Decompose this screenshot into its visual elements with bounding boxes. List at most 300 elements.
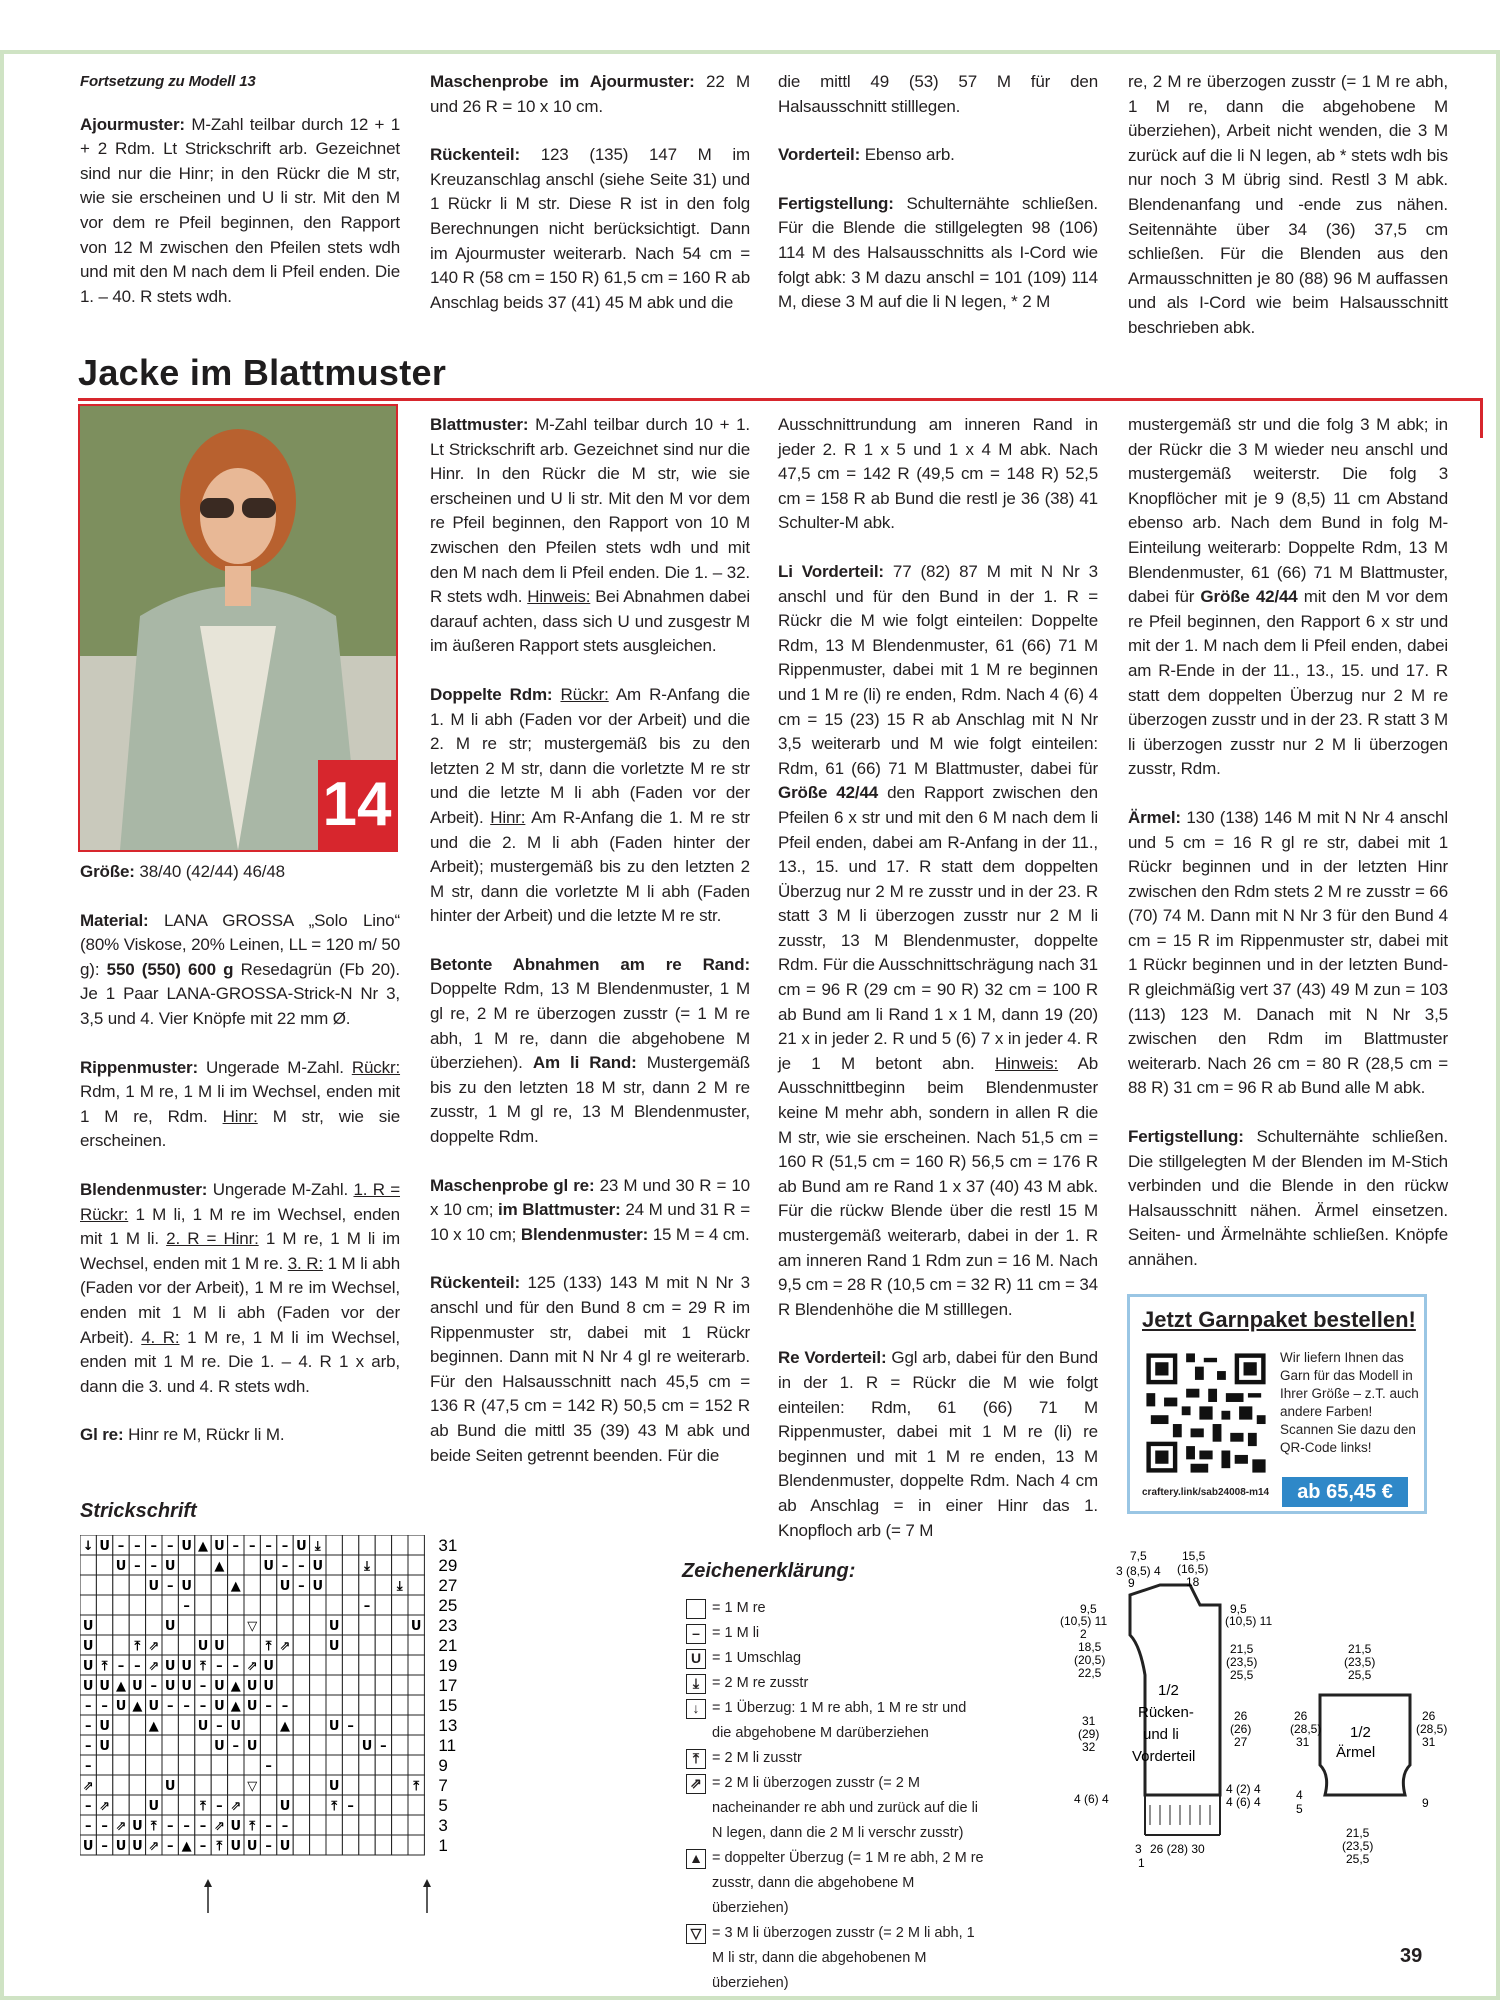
chart-cell xyxy=(392,1535,408,1555)
chart-cell xyxy=(375,1575,391,1595)
dim-top-c: (16,5) xyxy=(1177,1562,1209,1576)
chart-symbol: – xyxy=(166,1539,174,1554)
chart-cell xyxy=(342,1635,358,1655)
chart-symbol: – xyxy=(84,1719,92,1734)
chart-cell xyxy=(211,1575,227,1595)
chart-cell xyxy=(146,1615,162,1635)
chart-symbol: – xyxy=(134,1659,141,1674)
chart-symbol: U xyxy=(246,1679,258,1694)
chart-cell xyxy=(244,1575,260,1595)
chart-symbol: U xyxy=(230,1819,242,1834)
chart-symbol: – xyxy=(232,1659,240,1674)
chart-symbol: – xyxy=(101,1819,108,1834)
page-number: 39 xyxy=(1400,1945,1423,1967)
chart-symbol: – xyxy=(166,1699,174,1714)
chart-cell xyxy=(113,1635,129,1655)
knitting-chart xyxy=(80,1535,600,1915)
chart-symbol: – xyxy=(232,1739,240,1754)
livorder-text-1: 77 (82) 87 M mit N Nr 3 anschl und für den Bund in der 1. R = Rückr die M wie folgt einteilen: Doppelte Rdm, 13 M Blendenmuster, 61 (66) 71 M Rippenmuster, dabei mit 1 M re beginnen und 1 M re (li) re enden, Rdm. Nach 4 (6) 4 cm = 15 (23) 15 R ab Anschlag mit N Nr 3,5 weiterarb und M wie folgt einteilen: Rdm, 61 (66) 71 M Blattmuster, dabei für xyxy=(778,561,1098,778)
chart-cell xyxy=(392,1595,408,1615)
blenden-text-3: 1 M re, 1 M li im Wechsel, enden mit 1 M re. xyxy=(80,1229,400,1273)
livorder-size: Größe 42/44 xyxy=(778,783,879,803)
dim-top-a: 7,5 xyxy=(1130,1549,1147,1563)
ruecken2-text: 125 (133) 143 M mit N Nr 3 anschl und für den Bund 8 cm = 29 R im Rippenmuster str, dabei mit 1 Rückr beginnen. Dann mit N Nr 4 gl re weiterarb. Für den Halsausschnitt nach 45,5 cm = 136 R (47,5 cm = 142 R) 50,5 cm = 152 R ab Bund die mittl 35 (39) 43 M abk und beide Seiten getrennt beenden. Für die xyxy=(430,1273,750,1465)
chart-cell xyxy=(375,1675,391,1695)
chart-cell xyxy=(228,1595,244,1615)
chart-cell xyxy=(408,1675,424,1695)
chart-cell xyxy=(326,1675,342,1695)
blatt-text-2: Bei Abnahmen dabei darauf achten, dass sich U und zusgestr M im äußeren Rapport stets ausgleichen. xyxy=(430,587,751,656)
chart-cell xyxy=(326,1835,342,1855)
chart-cell xyxy=(244,1755,260,1775)
chart-cell xyxy=(96,1615,112,1635)
chart-cell xyxy=(113,1775,129,1795)
chart-symbol: ⤒ xyxy=(134,1639,141,1654)
blenden-text-2: 1 M li, 1 M re im Wechsel, enden mit 1 M li. xyxy=(80,1204,400,1249)
dim-r8: 27 xyxy=(1234,1735,1248,1749)
dim-s3: 25,5 xyxy=(1348,1668,1372,1682)
chart-symbol: ⤒ xyxy=(101,1659,108,1674)
chart-symbol: – xyxy=(347,1799,354,1814)
chart-right-arrow-head xyxy=(204,1879,212,1887)
chart-cell xyxy=(326,1755,342,1775)
probe-text: 22 M und 26 R = 10 x 10 cm. xyxy=(430,72,750,116)
chart-cell xyxy=(146,1755,162,1775)
chart-cell xyxy=(408,1595,424,1615)
chart-cell xyxy=(310,1595,326,1615)
aermel-text: 130 (138) 146 M mit N Nr 4 anschl und 5 cm = 16 R gl re str, dabei mit 1 Rückr beginnen und in der letzten Hinr zwischen den Rdm stets 2 M re zusstr = 66 (70) 74 M. Dann mit N Nr 3 für den Bund 4 cm = 15 R im Rippenmuster str, dabei mit 1 Rückr beginnen und in der letzten Bund-R gleichmäßig vert 37 (43) 49 M zun = 103 (113) 123 M. Danach mit N Nr 3,5 zwischen den Rdm im Blattmuster weiterarb. Nach 26 cm = 80 R (28,5 cm = 88 R) 31 cm = 96 R ab Bund alle M abk. xyxy=(1128,807,1448,1098)
groesse-text: 38/40 (42/44) 46/48 xyxy=(139,862,285,881)
chart-cell xyxy=(277,1595,293,1615)
model-number-badge: 14 xyxy=(318,760,396,850)
chart-symbol: – xyxy=(166,1819,174,1834)
chart-cell xyxy=(129,1575,145,1595)
chart-cell xyxy=(342,1755,358,1775)
top-column-1 xyxy=(80,70,400,333)
sleeve-label-2: Ärmel xyxy=(1336,1744,1376,1761)
chart-symbol: U xyxy=(263,1559,274,1574)
chart-symbol: U xyxy=(279,1579,291,1594)
icord-text: re, 2 M re überzogen zusstr (= 1 M re abh, 1 M re, dann die abgehobene M überziehen), Arbeit nicht wenden, die 3 M zurück auf die li N legen, ab * stets wdh bis nur noch 3 M übrig sind. Restl 3 M abk. Blendenanfang und -ende zus nähen. Seitennähte über 34 (36) 37,5 cm schließen. Für die Blenden aus den Armausschnitten je 80 (88) 96 M auffassen und als I-Cord wie beim Halsausschnitt beschrieben abk. xyxy=(1128,72,1448,337)
legend-symbol-icon: ⇗ xyxy=(686,1774,706,1794)
lower-column-2 xyxy=(430,413,750,1492)
garnpaket-price[interactable]: ab 65,45 € xyxy=(1282,1477,1408,1507)
chart-cell xyxy=(342,1675,358,1695)
halsausschnitt-text: die mittl 49 (53) 57 M für den Halsausschnitt stilllegen. xyxy=(778,72,1098,116)
dim-b2: 1 xyxy=(1138,1856,1145,1870)
chart-cell xyxy=(178,1755,194,1775)
blatt-label: Blattmuster: xyxy=(430,415,529,434)
chart-cell xyxy=(228,1775,244,1795)
chart-cell xyxy=(293,1715,309,1735)
revorder-label: Re Vorderteil: xyxy=(778,1348,887,1368)
chart-cell xyxy=(359,1795,375,1815)
chart-symbol: ⇗ xyxy=(82,1779,94,1794)
chart-symbol: – xyxy=(281,1819,289,1834)
chart-cell xyxy=(129,1735,145,1755)
chart-left-arrow-head xyxy=(423,1879,431,1887)
chart-cell xyxy=(195,1595,211,1615)
chart-symbol: U xyxy=(279,1839,291,1854)
chart-symbol: U xyxy=(246,1739,258,1754)
dim-s7: 26 xyxy=(1422,1709,1436,1723)
chart-cell xyxy=(244,1715,260,1735)
chart-cell xyxy=(113,1595,129,1615)
chart-symbol: ⇗ xyxy=(99,1799,111,1814)
betonte-label: Betonte Abnahmen am re Rand: xyxy=(430,954,750,974)
chart-symbol: ⇗ xyxy=(148,1639,160,1654)
chart-symbol: U xyxy=(82,1619,94,1634)
dim-l2: (10,5) 11 xyxy=(1060,1614,1108,1628)
dim-l8: (29) xyxy=(1078,1727,1100,1741)
dim-s11: 5 xyxy=(1296,1802,1303,1816)
chart-symbol: U xyxy=(361,1739,373,1754)
chart-cell xyxy=(129,1715,145,1735)
chart-cell xyxy=(408,1635,424,1655)
chart-symbol: ▲ xyxy=(280,1719,290,1734)
ajour-label: Ajourmuster: xyxy=(80,114,185,134)
chart-cell xyxy=(178,1615,194,1635)
chart-cell xyxy=(195,1755,211,1775)
chart-symbol: ⤓ xyxy=(396,1579,403,1594)
chart-cell xyxy=(359,1535,375,1555)
dim-s10: 4 xyxy=(1296,1788,1303,1802)
chart-cell xyxy=(293,1815,309,1835)
chart-symbol: U xyxy=(115,1559,127,1574)
chart-symbol: – xyxy=(117,1659,125,1674)
chart-cell xyxy=(375,1755,391,1775)
chart-cell xyxy=(277,1655,293,1675)
chart-symbol: ⤒ xyxy=(150,1819,157,1834)
chart-cell xyxy=(293,1655,309,1675)
chart-symbol: ▽ xyxy=(247,1619,258,1634)
chart-cell xyxy=(162,1755,178,1775)
ruecken-label: Rückenteil: xyxy=(430,145,520,165)
chart-symbol: U xyxy=(246,1699,258,1714)
dim-bottom: 26 (28) 30 xyxy=(1150,1842,1205,1856)
chart-cell xyxy=(162,1635,178,1655)
chart-cell xyxy=(96,1775,112,1795)
chart-cell xyxy=(310,1755,326,1775)
chart-cell xyxy=(375,1535,391,1555)
dim-top-e: 3 (8,5) 4 xyxy=(1116,1564,1161,1578)
dim-s5: (28,5) xyxy=(1290,1722,1322,1736)
betonte-label-2: Am li Rand: xyxy=(532,1053,637,1073)
chart-symbol: – xyxy=(84,1819,92,1834)
legend-item xyxy=(686,1671,986,1696)
chart-cell xyxy=(113,1715,129,1735)
chart-cell xyxy=(162,1595,178,1615)
chart-symbol: ▽ xyxy=(247,1779,258,1794)
livorder-hinweis: Hinweis: xyxy=(995,1053,1059,1073)
chart-cell xyxy=(359,1615,375,1635)
chart-symbol: – xyxy=(183,1699,190,1714)
sleeve-label-1: 1/2 xyxy=(1350,1724,1371,1741)
chart-symbol: U xyxy=(328,1619,340,1634)
chart-symbol: U xyxy=(328,1719,340,1734)
chart-symbol: U xyxy=(296,1539,307,1554)
chart-symbol: U xyxy=(246,1839,258,1854)
chart-cell xyxy=(342,1555,358,1575)
page-border-top xyxy=(0,50,1500,54)
dim-s13: 21,5 xyxy=(1346,1826,1370,1840)
chart-cell xyxy=(277,1755,293,1775)
chart-cell xyxy=(392,1695,408,1715)
chart-symbol: – xyxy=(281,1699,289,1714)
chart-cell xyxy=(277,1615,293,1635)
chart-symbol: ⤒ xyxy=(216,1839,223,1854)
chart-cell xyxy=(408,1835,424,1855)
ruecken2-label: Rückenteil: xyxy=(430,1273,520,1293)
chart-cell xyxy=(359,1755,375,1775)
legend-item xyxy=(686,1596,986,1621)
chart-symbol: U xyxy=(197,1719,209,1734)
chart-symbol: – xyxy=(380,1739,387,1754)
chart-cell xyxy=(392,1755,408,1775)
legend-item xyxy=(686,1646,986,1671)
chart-symbol: – xyxy=(363,1599,371,1614)
chart-symbol: – xyxy=(101,1699,108,1714)
chart-symbol: – xyxy=(84,1799,92,1814)
dim-r5: 25,5 xyxy=(1230,1668,1254,1682)
dim-s8: (28,5) xyxy=(1416,1722,1448,1736)
dim-s9: 31 xyxy=(1422,1735,1436,1749)
chart-cell xyxy=(277,1675,293,1695)
chart-grid xyxy=(80,1535,424,1855)
chart-cell xyxy=(310,1775,326,1795)
chart-symbol: – xyxy=(150,1679,158,1694)
fert-text: Schulternähte schließen. Für die Blende die stillgelegten 98 (106) 114 M des Halsausschnitts als I-Cord wie folgt abk: 3 M dazu anschl = 101 (109) 114 M, diese 3 M auf die li N legen, * 2 M xyxy=(778,193,1098,312)
chart-cell xyxy=(375,1795,391,1815)
blenden-label: Blendenmuster: xyxy=(80,1179,208,1199)
chart-symbol: ▲ xyxy=(230,1699,241,1714)
glre-label: Gl re: xyxy=(80,1425,124,1445)
chart-symbol: U xyxy=(164,1659,176,1674)
chart-cell xyxy=(375,1835,391,1855)
chart-cell xyxy=(392,1815,408,1835)
legend-symbol-icon: U xyxy=(686,1649,706,1669)
chart-symbol: U xyxy=(82,1639,94,1654)
legend-text: = 1 Umschlag xyxy=(712,1650,802,1666)
chart-cell xyxy=(359,1715,375,1735)
chart-cell xyxy=(260,1615,276,1635)
lower-column-4 xyxy=(1128,413,1448,1297)
chart-symbol: ▲ xyxy=(230,1579,241,1594)
chart-cell xyxy=(342,1775,358,1795)
model-photo xyxy=(78,404,398,852)
chart-symbol: U xyxy=(115,1839,127,1854)
dim-l9: 32 xyxy=(1082,1740,1096,1754)
page-title: Jacke im Blattmuster xyxy=(78,352,447,393)
chart-symbol: U xyxy=(214,1739,225,1754)
chart-symbol: ↓ xyxy=(82,1539,94,1554)
dim-r9: 4 (2) 4 xyxy=(1226,1782,1261,1796)
chart-symbol: – xyxy=(347,1719,354,1734)
chart-cell xyxy=(408,1715,424,1735)
vorder-text: Ebenso arb. xyxy=(864,145,955,165)
chart-cell xyxy=(408,1535,424,1555)
garnpaket-url[interactable]: craftery.link/sab24008-m14 xyxy=(1142,1487,1270,1498)
title-rule xyxy=(78,398,1483,401)
knopf-size: Größe 42/44 xyxy=(1200,587,1298,607)
chart-row-numbers xyxy=(438,1536,457,1855)
chart-symbol: U xyxy=(164,1619,176,1634)
chart-cell xyxy=(293,1835,309,1855)
chart-cell xyxy=(129,1615,145,1635)
chart-symbol: – xyxy=(84,1739,92,1754)
chart-symbol: ⤒ xyxy=(331,1799,338,1814)
legend-text: = 2 M li überzogen zusstr (= 2 M nacheinander re abh und zurück auf die li N legen, dann die 2 M li verschr zusstr) xyxy=(712,1775,979,1841)
chart-cell xyxy=(342,1835,358,1855)
chart-cell xyxy=(195,1735,211,1755)
chart-cell xyxy=(113,1735,129,1755)
legend-text: = 1 Überzug: 1 M re abh, 1 M re str und die abgehobene M darüberziehen xyxy=(712,1700,967,1741)
dim-s6: 31 xyxy=(1296,1735,1310,1749)
knopf-text-2: mit den M vor dem re Pfeil beginnen, den Rapport 6 x str und mit der 1. M nach dem li Pfeil enden, dabei am R-Ende in der 11., 13., 15. und 17. R statt dem doppelten Überzug nur 2 M re überzogen zusstr und in der 23. R statt 3 M li überzogen zusstr nur 2 M li überzogen zusstr, Rdm. xyxy=(1128,587,1448,779)
chart-cell xyxy=(310,1735,326,1755)
legend-symbol-icon: ⤓ xyxy=(686,1674,706,1694)
chart-symbol: – xyxy=(232,1539,240,1554)
chart-symbol: U xyxy=(82,1679,94,1694)
legend-item xyxy=(686,1846,986,1921)
blenden-text-5: 1 M re, 1 M li im Wechsel, enden mit 1 M re. Die 1. – 4. R 1 x arb, dann die 3. und 4. R stets wdh. xyxy=(80,1327,401,1396)
chart-cell xyxy=(293,1735,309,1755)
body-label-2: Rücken- xyxy=(1138,1704,1194,1721)
chart-symbol: ⇗ xyxy=(148,1839,160,1854)
probe2-text-2: 24 M und 31 R = 10 x 10 cm; xyxy=(430,1200,750,1244)
chart-symbol: U xyxy=(181,1659,192,1674)
chart-row-number: 25 xyxy=(438,1596,458,1615)
chart-cell xyxy=(211,1615,227,1635)
chart-cell xyxy=(375,1815,391,1835)
vorder-label: Vorderteil: xyxy=(778,145,861,165)
chart-cell xyxy=(326,1595,342,1615)
fert-label: Fertigstellung: xyxy=(778,193,894,213)
chart-cell xyxy=(113,1615,129,1635)
chart-symbol: U xyxy=(181,1539,192,1554)
dim-l1: 9,5 xyxy=(1080,1602,1097,1616)
chart-cell xyxy=(244,1555,260,1575)
chart-symbol: – xyxy=(265,1839,272,1854)
chart-cell xyxy=(375,1615,391,1635)
chart-symbol: ⇗ xyxy=(148,1659,160,1674)
garnpaket-box[interactable] xyxy=(1127,1294,1427,1514)
chart-cell xyxy=(178,1635,194,1655)
garnpaket-title[interactable]: Jetzt Garnpaket bestellen! xyxy=(1142,1307,1416,1332)
chart-symbol: U xyxy=(328,1639,340,1654)
chart-cell xyxy=(146,1775,162,1795)
chart-symbol: – xyxy=(281,1559,289,1574)
chart-cell xyxy=(195,1615,211,1635)
chart-cell xyxy=(392,1775,408,1795)
chart-symbol: U xyxy=(132,1839,143,1854)
chart-cell xyxy=(359,1675,375,1695)
chart-symbol: U xyxy=(181,1579,192,1594)
knopf-text-1: mustergemäß str und die folg 3 M abk; in der Rückr die 3 M wieder neu anschl und mustergemäß weiterstr. Die folg 3 Knopflöcher mit je 9 (8,5) 11 cm Abstand ebenso arb. Nach dem Bund in folg M-Einteilung weiterarb: Doppelte Rdm, 13 M Blendenmuster, 61 (66) 71 M Blattmuster, dabei für xyxy=(1128,415,1448,607)
chart-title: Strickschrift xyxy=(80,1500,197,1522)
chart-cell xyxy=(178,1775,194,1795)
chart-cell xyxy=(392,1715,408,1735)
chart-cell xyxy=(96,1635,112,1655)
chart-symbol: – xyxy=(101,1839,108,1854)
chart-symbol: – xyxy=(199,1699,207,1714)
chart-cell xyxy=(228,1755,244,1775)
chart-cell xyxy=(162,1795,178,1815)
betonte-text-2: Mustergemäß bis zu den letzten 18 M str, dann 2 M re zusstr, 1 M gl re, 13 M Blendenmuster, doppelte Rdm. xyxy=(430,1053,751,1147)
chart-cell xyxy=(260,1575,276,1595)
chart-symbol: ▲ xyxy=(181,1839,192,1854)
legend-text: = 1 M re xyxy=(712,1600,766,1616)
chart-symbol: ▲ xyxy=(214,1559,225,1574)
chart-cell xyxy=(359,1635,375,1655)
dim-s2: (23,5) xyxy=(1344,1655,1376,1669)
legend-text: = 2 M re zusstr xyxy=(712,1675,809,1691)
size-schematic xyxy=(1050,1545,1460,1905)
chart-symbol: – xyxy=(265,1819,272,1834)
chart-cell xyxy=(326,1815,342,1835)
dim-s14: (23,5) xyxy=(1342,1839,1374,1853)
body-label-4: Vorderteil xyxy=(1132,1748,1196,1765)
legend-text: = 1 M li xyxy=(712,1625,760,1641)
probe-label: Maschenprobe im Ajourmuster: xyxy=(430,72,695,91)
chart-symbol: – xyxy=(298,1559,305,1574)
chart-symbol: – xyxy=(216,1659,223,1674)
doppelte-rueckr: Rückr: xyxy=(560,684,609,704)
chart-cell xyxy=(392,1655,408,1675)
dim-r3: 21,5 xyxy=(1230,1642,1254,1656)
chart-symbol: U xyxy=(82,1839,94,1854)
chart-symbol: – xyxy=(166,1839,174,1854)
chart-cell xyxy=(408,1755,424,1775)
chart-row-number: 23 xyxy=(438,1616,458,1635)
qr-code-icon[interactable] xyxy=(1142,1349,1270,1477)
dim-l7: 31 xyxy=(1082,1714,1096,1728)
chart-cell xyxy=(310,1715,326,1735)
chart-cell xyxy=(392,1635,408,1655)
chart-symbol: U xyxy=(312,1579,324,1594)
dim-r6: 26 xyxy=(1234,1709,1248,1723)
chart-cell xyxy=(146,1595,162,1615)
chart-row-number: 17 xyxy=(438,1676,458,1695)
chart-cell xyxy=(310,1815,326,1835)
legend xyxy=(686,1596,986,1996)
livorder-text-2: den Rapport zwischen den Pfeilen 6 x str und mit den 6 M nach dem li Pfeil enden, dabei am R-Anfang in der 11., 13., 15. und 17. R statt dem doppelten Überzug nur 2 M re zusstr und in der 23. R statt 3 M li überzogen zusstr nur 2 M li zusstr, 13 M Blendenmuster, doppelte Rdm. Für die Ausschnittschrägung nach 31 cm = 96 R (29 cm = 90 R) 32 cm = 100 R ab Bund am li Rand 1 x 1 M, dann 19 (20) 21 x in jeder 2. R und 5 (6) 7 x in jeder 4. R je 1 M betont abn. xyxy=(778,783,1098,1073)
legend-text: = doppelter Überzug (= 1 M re abh, 2 M re zusstr, dann die abgehobene M überziehen) xyxy=(712,1850,984,1916)
chart-cell xyxy=(113,1575,129,1595)
chart-cell xyxy=(129,1795,145,1815)
rippen-label: Rippenmuster: xyxy=(80,1057,199,1077)
probe2-label-2: im Blattmuster: xyxy=(498,1200,621,1220)
chart-symbol: U xyxy=(214,1679,225,1694)
legend-item xyxy=(686,1921,986,1996)
chart-symbol: ⤒ xyxy=(200,1659,206,1674)
chart-cell xyxy=(129,1755,145,1775)
chart-cell xyxy=(96,1595,112,1615)
legend-item xyxy=(686,1746,986,1771)
chart-row-number: 7 xyxy=(438,1776,448,1795)
chart-cell xyxy=(244,1635,260,1655)
chart-cell xyxy=(359,1815,375,1835)
top-column-4 xyxy=(1128,70,1448,365)
chart-symbol: ⤓ xyxy=(364,1559,370,1574)
chart-symbol: – xyxy=(298,1579,305,1594)
chart-symbol: – xyxy=(150,1539,158,1554)
probe2-text-3: 15 M = 4 cm. xyxy=(652,1224,750,1244)
chart-symbol: U xyxy=(181,1679,192,1694)
chart-cell xyxy=(293,1775,309,1795)
chart-symbol: – xyxy=(265,1699,272,1714)
chart-cell xyxy=(260,1715,276,1735)
